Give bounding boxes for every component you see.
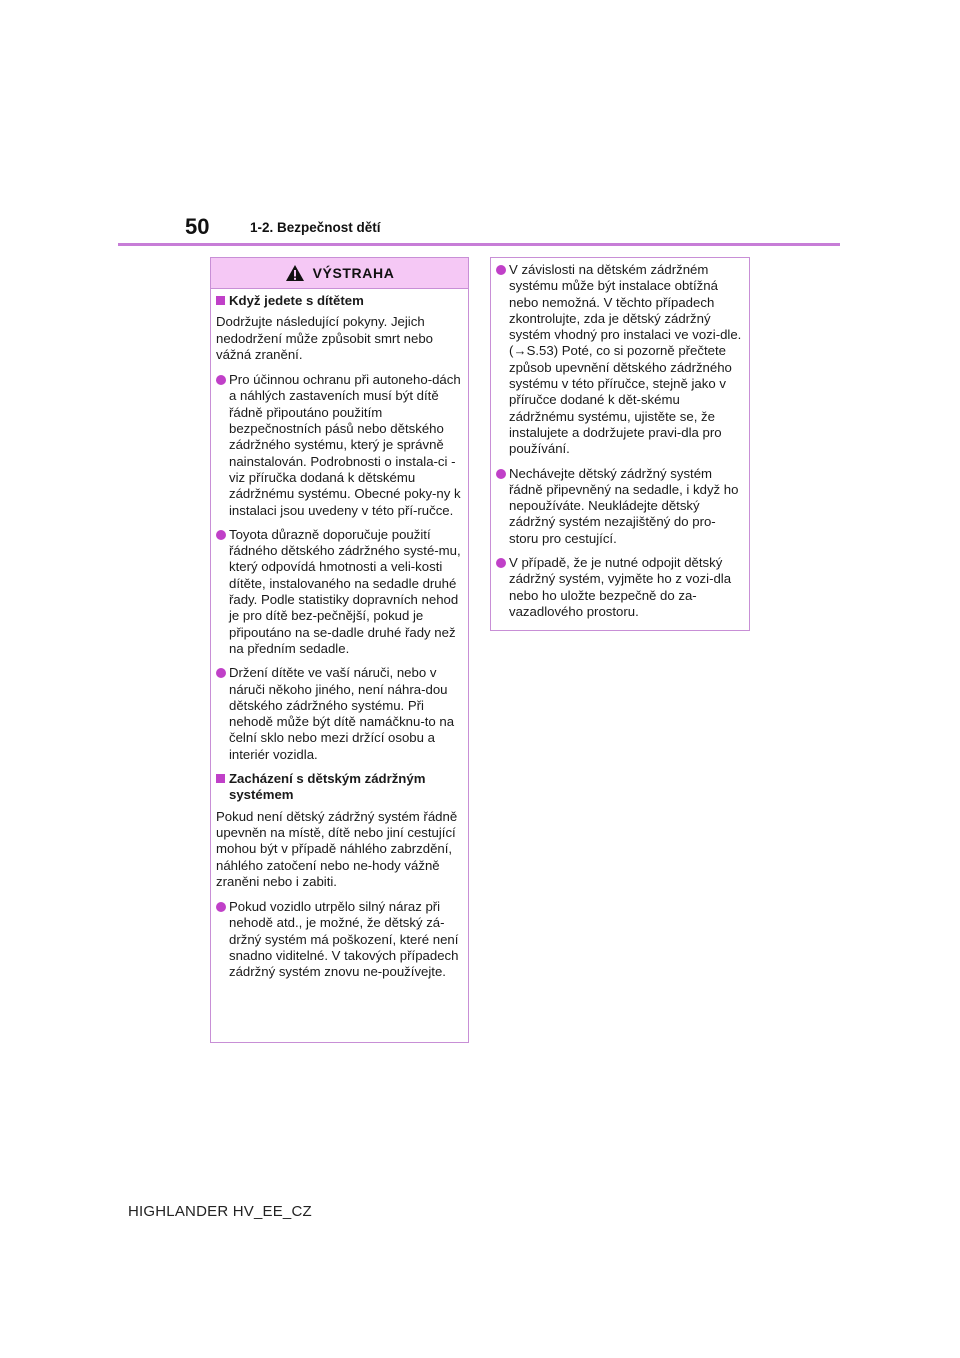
dot-bullet-icon (496, 558, 506, 568)
section-title: 1-2. Bezpečnost dětí (250, 220, 381, 235)
subheading-text: Zacházení s dětským zádržným systémem (229, 771, 426, 803)
dot-bullet-icon (216, 668, 226, 678)
bullet-item (496, 555, 744, 620)
bullet-text: V závislosti na dětském zádržném systému může být instalace obtížná nebo nemožná. V těchto případech zkontrolujte, zda je dětský zádržný systém vhodný pro instalaci ve vozi-dle. (→S.53) Poté, co si pozorně přečtete způsob upevnění dětského zádržného systému v této příručce, stejně jako v příručce dodané k dět-skému zádržnému systému, ujistěte se, že instalujete a dodržujete pravi-dla pro používání. (509, 262, 742, 457)
warning-continued-box (490, 257, 750, 631)
bullet-text: Držení dítěte ve vaší náruči, nebo v náruči někoho jiného, není náhra-dou dětského zádržného systému. Při nehodě může být dítě namáčknu-to na čelní sklo nebo mezi držící osobu a interiér vozidla. (229, 665, 455, 762)
bullet-item (216, 527, 463, 657)
footer-model: HIGHLANDER HV_EE_CZ (128, 1203, 312, 1220)
dot-bullet-icon (216, 902, 226, 912)
dot-bullet-icon (216, 375, 226, 385)
subheading (216, 771, 463, 804)
warning-title: VÝSTRAHA (312, 265, 395, 281)
subheading (216, 293, 463, 309)
bullet-text: Pokud vozidlo utrpělo silný náraz při nehodě atd., je možné, že dětský zá-držný systém má poškození, které není snadno viditelné. V takových případech zádržný systém znovu ne-používejte. (229, 899, 459, 980)
warning-triangle-icon (285, 264, 305, 282)
square-bullet-icon (216, 774, 225, 783)
bullet-text: Toyota důrazně doporučuje použití řádného dětského zádržného systé-mu, který odpovídá hmotnosti a veli-kosti dítěte, instalovaného na sedadle druhé řady. Podle statistiky dopravních nehod je pro dítě bez-pečnější, pokud je připoutáno na se-dadle druhé řady než na předním sedadle. (229, 526, 461, 656)
dot-bullet-icon (496, 265, 506, 275)
subheading-text: Když jedete s dítětem (229, 293, 364, 308)
warning-continued-content (491, 258, 749, 634)
bullet-item (216, 665, 463, 763)
bullet-text: Pro účinnou ochranu při autoneho-dách a náhlých zastaveních musí být dítě řádně připoutáno použitím bezpečnostních pásů nebo dětského zádržného systému, který je správně nainstalován. Podrobnosti o instala-ci - viz příručka dodaná k dětskému zádržnému systému. Obecné poky-ny k instalaci jsou uvedeny v této pří-ručce. (229, 372, 461, 518)
header-rule (118, 243, 840, 246)
bullet-text: Nechávejte dětský zádržný systém řádně připevněný na sedadle, i když ho nepoužíváte. Neukládejte dětský zádržný systém nezajištěný do pro-storu pro cestující. (509, 465, 739, 546)
bullet-item (496, 262, 744, 458)
square-bullet-icon (216, 296, 225, 305)
bullet-item (216, 899, 463, 980)
warning-box (210, 257, 469, 1043)
dot-bullet-icon (496, 469, 506, 479)
dot-bullet-icon (216, 530, 226, 540)
warning-header (211, 258, 468, 289)
bullet-text: V případě, že je nutné odpojit dětský zádržný systém, vyjměte ho z vozi-dla nebo ho uložte bezpečně do za-vazadlového prostoru. (509, 555, 732, 619)
bullet-item (496, 466, 744, 547)
page-number: 50 (185, 214, 210, 239)
bullet-item (216, 372, 463, 519)
paragraph: Pokud není dětský zádržný systém řádně upevněn na místě, dítě nebo jiní cestující mohou být v případě náhlého zabrzdění, náhlého zatočení nebo ne-hody vážně zraněni nebo i zabiti. (216, 808, 458, 889)
warning-content (211, 289, 468, 995)
paragraph: Dodržujte následující pokyny. Jejich nedodržení může způsobit smrt nebo vážná zranění. (216, 314, 433, 362)
